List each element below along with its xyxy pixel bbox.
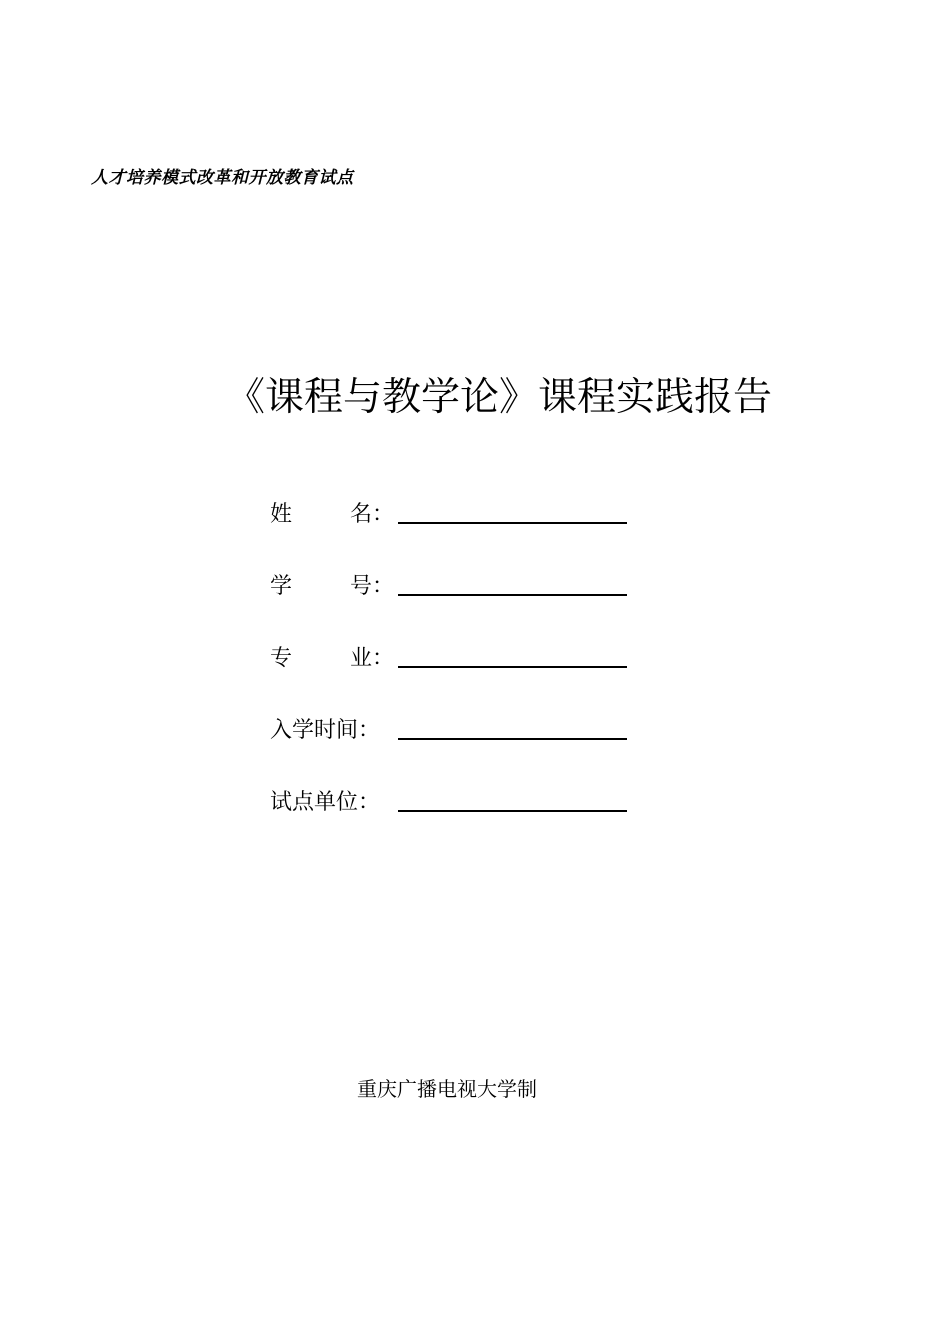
form-row-pilot-unit — [270, 780, 627, 816]
form-row-enrollment-time — [270, 708, 627, 744]
major-field[interactable] — [398, 642, 627, 668]
form-row-name — [270, 492, 627, 528]
student-id-field[interactable] — [398, 570, 627, 596]
name-field[interactable] — [398, 498, 627, 524]
major-label: 专 业 ： — [270, 646, 395, 671]
pilot-unit-field[interactable] — [398, 786, 627, 812]
enrollment-time-field[interactable] — [398, 714, 627, 740]
document-title: 《课程与教学论》课程实践报告 — [226, 375, 773, 420]
pilot-unit-label: 试点单位： — [270, 790, 381, 815]
form-row-student-id — [270, 564, 627, 600]
enrollment-time-label: 入学时间： — [270, 718, 381, 743]
issuer-footer: 重庆广播电视大学制 — [357, 1077, 537, 1101]
program-header: 人才培养模式改革和开放教育试点 — [91, 168, 354, 188]
student-id-label: 学 号 ： — [270, 574, 395, 599]
info-form — [270, 492, 627, 852]
form-row-major — [270, 636, 627, 672]
name-label: 姓 名 ： — [270, 502, 395, 527]
